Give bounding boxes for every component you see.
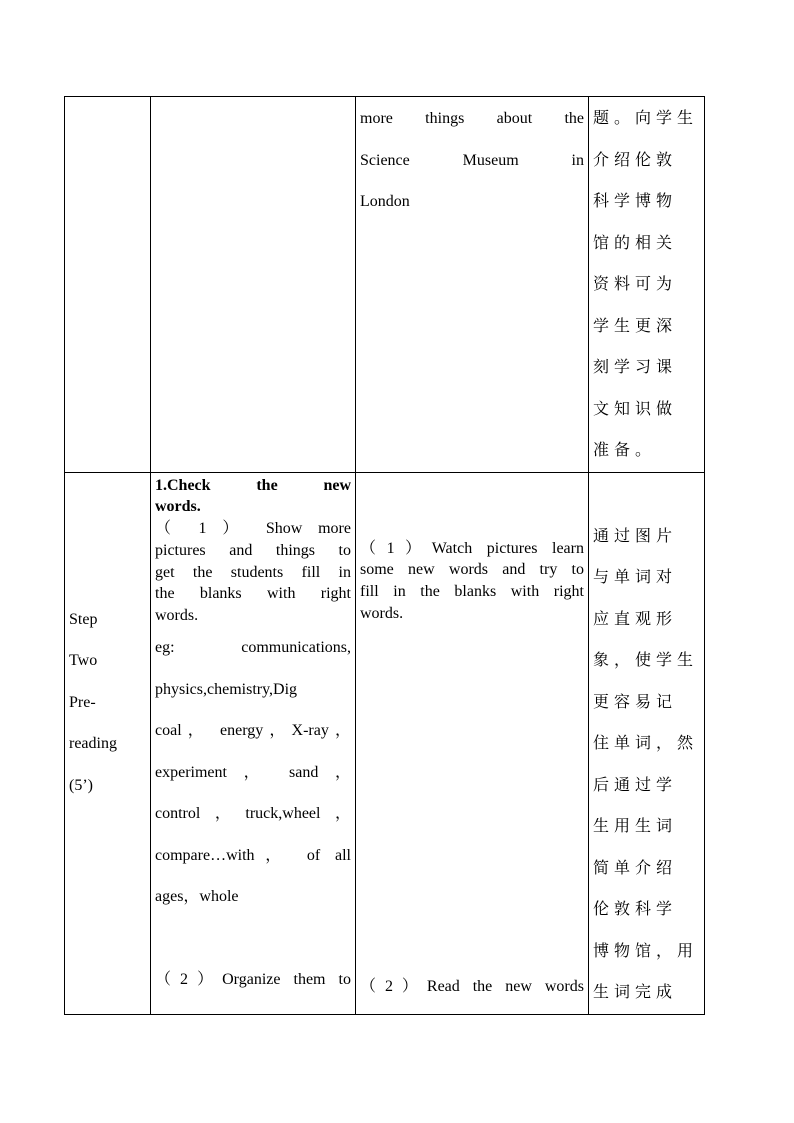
teacher-text-line: pictures and things to [155, 541, 351, 559]
purpose-text-line: 生词完成 [593, 984, 678, 1001]
purpose-text-line: 住单词，然 [593, 735, 699, 752]
teacher-text-line: get the students fill in [155, 563, 351, 581]
student-text-line: fill in the blanks with right [360, 583, 584, 601]
student-activity-cell [356, 472, 589, 1014]
step-text-line: Pre- [69, 693, 96, 711]
purpose-text-line: 简单介绍 [593, 859, 678, 877]
step-text-line: Two [69, 652, 98, 669]
step-cell [65, 97, 151, 473]
teacher-example-line: eg: communications, [155, 639, 351, 657]
lesson-plan-table [64, 96, 705, 1015]
teacher-activity-cell [151, 472, 356, 1014]
step-text-line: Step [69, 610, 98, 628]
teacher-text-line: the blanks with right [155, 585, 351, 603]
purpose-text-line: 文知识做 [593, 400, 678, 418]
purpose-text-line: 生用生词 [593, 818, 678, 835]
teacher-example-line: physics,chemistry,Dig [155, 680, 298, 698]
step-text-line: reading [69, 735, 117, 752]
teacher-example-line: compare…with， of all [155, 846, 351, 864]
purpose-text-line: 刻学习课 [593, 359, 678, 376]
purpose-text-line: 后通过学 [593, 776, 678, 794]
teacher-heading-line: 1.Check the new [155, 476, 351, 494]
spacer [155, 918, 351, 959]
purpose-text-line: 题。向学生 [593, 110, 699, 127]
step-cell [65, 472, 151, 1014]
student-text-line: words. [360, 604, 404, 622]
teacher-example-line: ages，whole [155, 888, 239, 906]
teacher-example-line: experiment ， sand ， [155, 763, 351, 781]
purpose-text-line: 介绍伦敦 [593, 151, 678, 169]
purpose-text-line: 应直观形 [593, 610, 678, 628]
teacher-text-line: words. [155, 607, 199, 625]
teacher-text-line: （2）Organize them to [155, 970, 351, 988]
student-activity-cell [356, 97, 589, 473]
table-row [65, 97, 705, 473]
purpose-text-line: 馆的相关 [593, 234, 678, 252]
student-text-line: （1）Watch pictures learn [360, 539, 584, 557]
student-text-line: some new words and try to [360, 561, 584, 579]
student-text-line: Science Museum in [360, 151, 584, 169]
purpose-text-line: 伦敦科学 [593, 901, 678, 918]
teacher-text-line: （ 1 ） Show more [155, 520, 351, 538]
purpose-text-line: 准备。 [593, 442, 657, 459]
purpose-cell [589, 97, 705, 473]
teacher-activity-cell [151, 97, 356, 473]
purpose-text-line: 资料可为 [593, 276, 678, 293]
purpose-text-line: 博物馆，用 [593, 942, 699, 960]
purpose-text-line: 更容易记 [593, 693, 678, 711]
purpose-text-line: 通过图片 [593, 527, 678, 545]
purpose-text-line: 象，使学生 [593, 652, 699, 669]
spacer [360, 625, 584, 966]
step-text-line: (5’) [69, 776, 93, 794]
purpose-text-line: 与单词对 [593, 569, 678, 586]
table-row [65, 472, 705, 1014]
teacher-heading-line: words. [155, 498, 201, 516]
student-text-line: London [360, 193, 410, 210]
student-text-line: （2）Read the new words [360, 977, 584, 995]
purpose-cell [589, 472, 705, 1014]
teacher-example-line: control，truck,wheel， [155, 805, 351, 823]
purpose-text-line: 学生更深 [593, 317, 678, 335]
student-text-line: more things about the [360, 110, 584, 127]
teacher-example-line: coal， energy，X-ray， [155, 722, 351, 740]
purpose-text-line: 科学博物 [593, 193, 678, 210]
